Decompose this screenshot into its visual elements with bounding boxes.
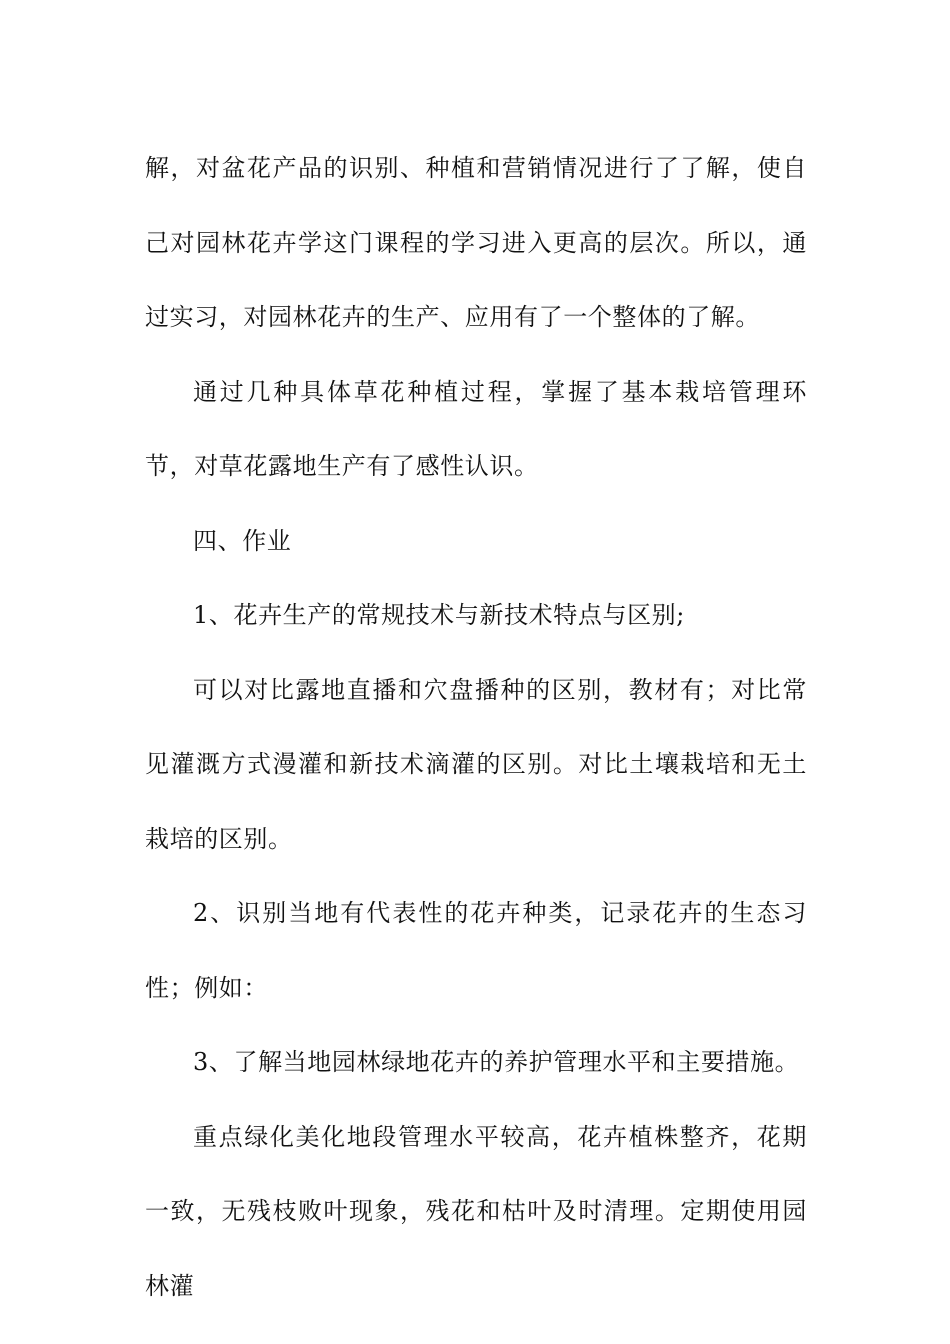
homework-item-3: 3、了解当地园林绿地花卉的养护管理水平和主要措施。 (193, 1048, 800, 1076)
homework-item-2: 2、识别当地有代表性的花卉种类，记录花卉的生态习性；例如： (145, 899, 807, 1002)
homework-item-1: 1、花卉生产的常规技术与新技术特点与区别; (193, 601, 685, 629)
paragraph-summary: 通过几种具体草花种植过程，掌握了基本栽培管理环节，对草花露地生产有了感性认识。 (145, 377, 807, 480)
document-body (145, 131, 807, 1323)
homework-item-3-answer: 重点绿化美化地段管理水平较高，花卉植株整齐，花期一致，无残枝败叶现象，残花和枯叶及时清理。定期使用园林灌 (145, 1122, 807, 1300)
homework-item-1-answer: 可以对比露地直播和穴盘播种的区别，教材有；对比常见灌溉方式漫灌和新技术滴灌的区别。对比土壤栽培和无土栽培的区别。 (145, 675, 807, 853)
section-heading-homework: 四、作业 (193, 526, 292, 555)
paragraph-continuation: 解，对盆花产品的识别、种植和营销情况进行了了解，使自己对园林花卉学这门课程的学习进入更高的层次。所以，通过实习，对园林花卉的生产、应用有了一个整体的了解。 (145, 154, 807, 331)
